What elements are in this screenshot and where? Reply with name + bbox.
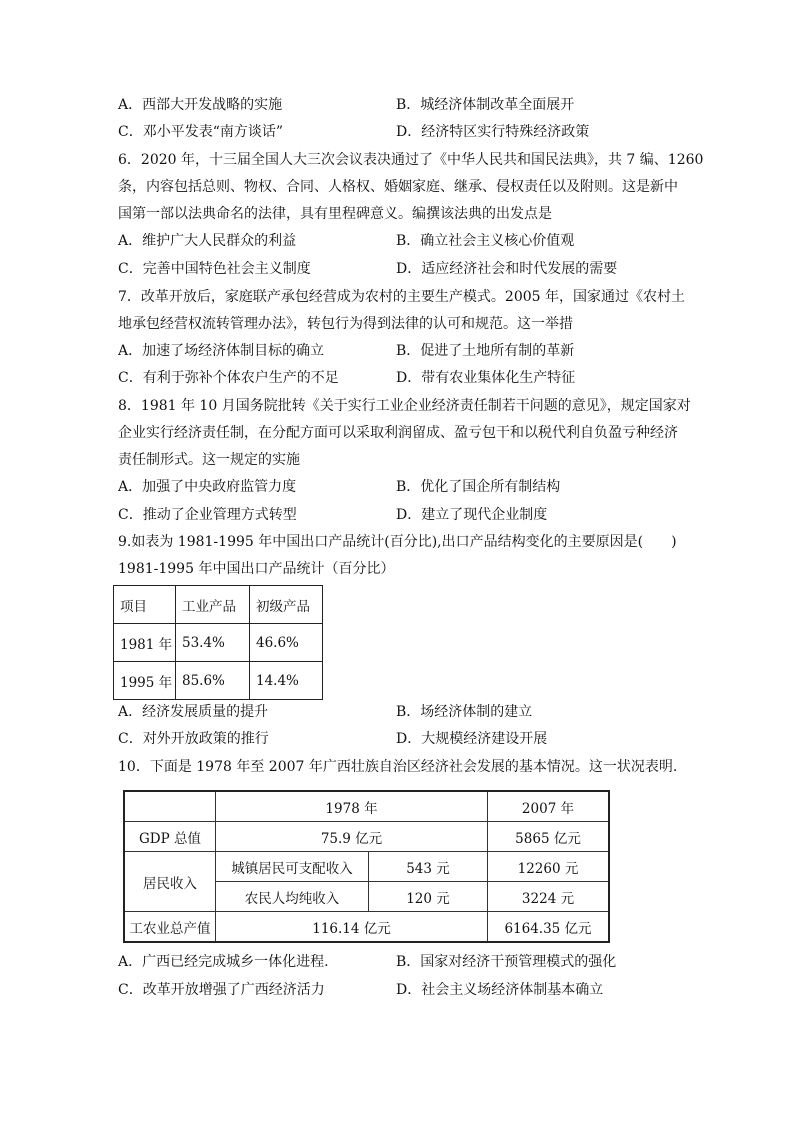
table-row — [124, 912, 609, 943]
q6-stem-line-3: 国第一部以法典命名的法律，具有里程碑意义。编撰该法典的出发点是 — [118, 206, 552, 222]
q9-export-table — [113, 585, 323, 700]
q7-option-c: C．有利于弥补个体农户生产的不足 — [118, 370, 339, 386]
q8-stem-line-1: 8．1981 年 10 月国务院批转《关于实行工业企业经济责任制若干问题的意见》，规定国家对 — [118, 398, 691, 414]
table-header-row — [124, 791, 609, 822]
q5-option-b: B．城经济体制改革全面展开 — [396, 97, 575, 113]
q7-stem-line-2: 地承包经营权流转管理办法》，转包行为得到法律的认可和规范。这一举措 — [118, 316, 573, 332]
q8-option-c: C．推动了企业管理方式转型 — [118, 507, 297, 523]
table-row — [114, 624, 323, 662]
table-header-row — [114, 586, 323, 624]
table-row-label: GDP 总值 — [124, 822, 216, 852]
q6-option-c: C．完善中国特色社会主义制度 — [118, 261, 311, 277]
q10-stem: 10．下面是 1978 年至 2007 年广西壮族自治区经济社会发展的基本情况。这一状况表明. — [118, 759, 678, 775]
table-cell: 120 元 — [369, 882, 488, 912]
q7-stem-line-1: 7．改革开放后，家庭联产承包经营成为农村的主要生产模式。2005 年，国家通过《农村土 — [118, 289, 685, 305]
table-sub-label: 农民人均纯收入 — [216, 882, 369, 912]
q6-option-d: D．适应经济社会和时代发展的需要 — [396, 261, 618, 277]
q10-option-b: B．国家对经济干预管理模式的强化 — [396, 954, 617, 970]
table-cell: 3224 元 — [488, 882, 610, 912]
q7-option-a: A．加速了场经济体制目标的确立 — [118, 343, 325, 359]
q9-option-a: A．经济发展质量的提升 — [118, 704, 269, 720]
q8-option-b: B．优化了国企所有制结构 — [396, 479, 561, 495]
table-header-cell: 项目 — [114, 586, 176, 624]
q9-table-caption: 1981-1995 年中国出口产品统计（百分比） — [118, 561, 395, 577]
table-cell: 53.4% — [176, 624, 250, 662]
q10-option-a: A．广西已经完成城乡一体化进程. — [118, 954, 329, 970]
q9-option-b: B．场经济体制的建立 — [396, 704, 533, 720]
q8-option-d: D．建立了现代企业制度 — [396, 507, 548, 523]
q8-stem-line-2: 企业实行经济责任制，在分配方面可以采取利润留成、盈亏包干和以税代利自负盈亏种经济 — [118, 425, 678, 441]
table-cell: 543 元 — [369, 852, 488, 882]
q7-option-d: D．带有农业集体化生产特征 — [396, 370, 576, 386]
table-cell: 116.14 亿元 — [216, 912, 488, 943]
table-cell: 6164.35 亿元 — [488, 912, 610, 943]
q5-option-a: A．西部大开发战略的实施 — [118, 97, 283, 113]
q6-option-b: B．确立社会主义核心价值观 — [396, 233, 575, 249]
table-row-label: 居民收入 — [124, 852, 216, 912]
table-header-cell: 2007 年 — [488, 791, 610, 822]
table-cell: 1981 年 — [114, 624, 176, 662]
q6-stem-line-1: 6．2020 年，十三届全国人大三次会议表决通过了《中华人民共和国民法典》，共 7 编、1260 — [118, 152, 704, 168]
table-cell: 14.4% — [250, 662, 323, 700]
table-header-cell: 1978 年 — [216, 791, 488, 822]
q8-option-a: A．加强了中央政府监管力度 — [118, 479, 297, 495]
table-cell: 85.6% — [176, 662, 250, 700]
q9-option-d: D．大规模经济建设开展 — [396, 731, 548, 747]
table-cell: 75.9 亿元 — [216, 822, 488, 852]
q9-option-c: C．对外开放政策的推行 — [118, 731, 269, 747]
table-row — [114, 662, 323, 700]
table-corner-cell — [124, 791, 216, 822]
table-header-cell: 工业产品 — [176, 586, 250, 624]
table-header-cell: 初级产品 — [250, 586, 323, 624]
q5-option-c: C．邓小平发表“南方谈话” — [118, 124, 284, 140]
q10-guangxi-table — [123, 790, 610, 943]
q10-option-c: C．改革开放增强了广西经济活力 — [118, 982, 325, 998]
q5-option-d: D．经济特区实行特殊经济政策 — [396, 124, 590, 140]
table-row-label: 工农业总产值 — [124, 912, 216, 943]
table-cell: 12260 元 — [488, 852, 610, 882]
table-sub-label: 城镇居民可支配收入 — [216, 852, 369, 882]
q9-stem: 9.如表为 1981-1995 年中国出口产品统计(百分比),出口产品结构变化的主要原因是( ) — [118, 534, 677, 550]
q6-option-a: A．维护广大人民群众的利益 — [118, 233, 297, 249]
table-cell: 1995 年 — [114, 662, 176, 700]
q10-option-d: D．社会主义场经济体制基本确立 — [396, 982, 604, 998]
q6-stem-line-2: 条，内容包括总则、物权、合同、人格权、婚姻家庭、继承、侵权责任以及附则。这是新中 — [118, 179, 678, 195]
table-row — [124, 852, 609, 882]
table-row — [124, 822, 609, 852]
table-cell: 46.6% — [250, 624, 323, 662]
q8-stem-line-3: 责任制形式。这一规定的实施 — [118, 452, 300, 468]
table-cell: 5865 亿元 — [488, 822, 610, 852]
q7-option-b: B．促进了土地所有制的革新 — [396, 343, 575, 359]
